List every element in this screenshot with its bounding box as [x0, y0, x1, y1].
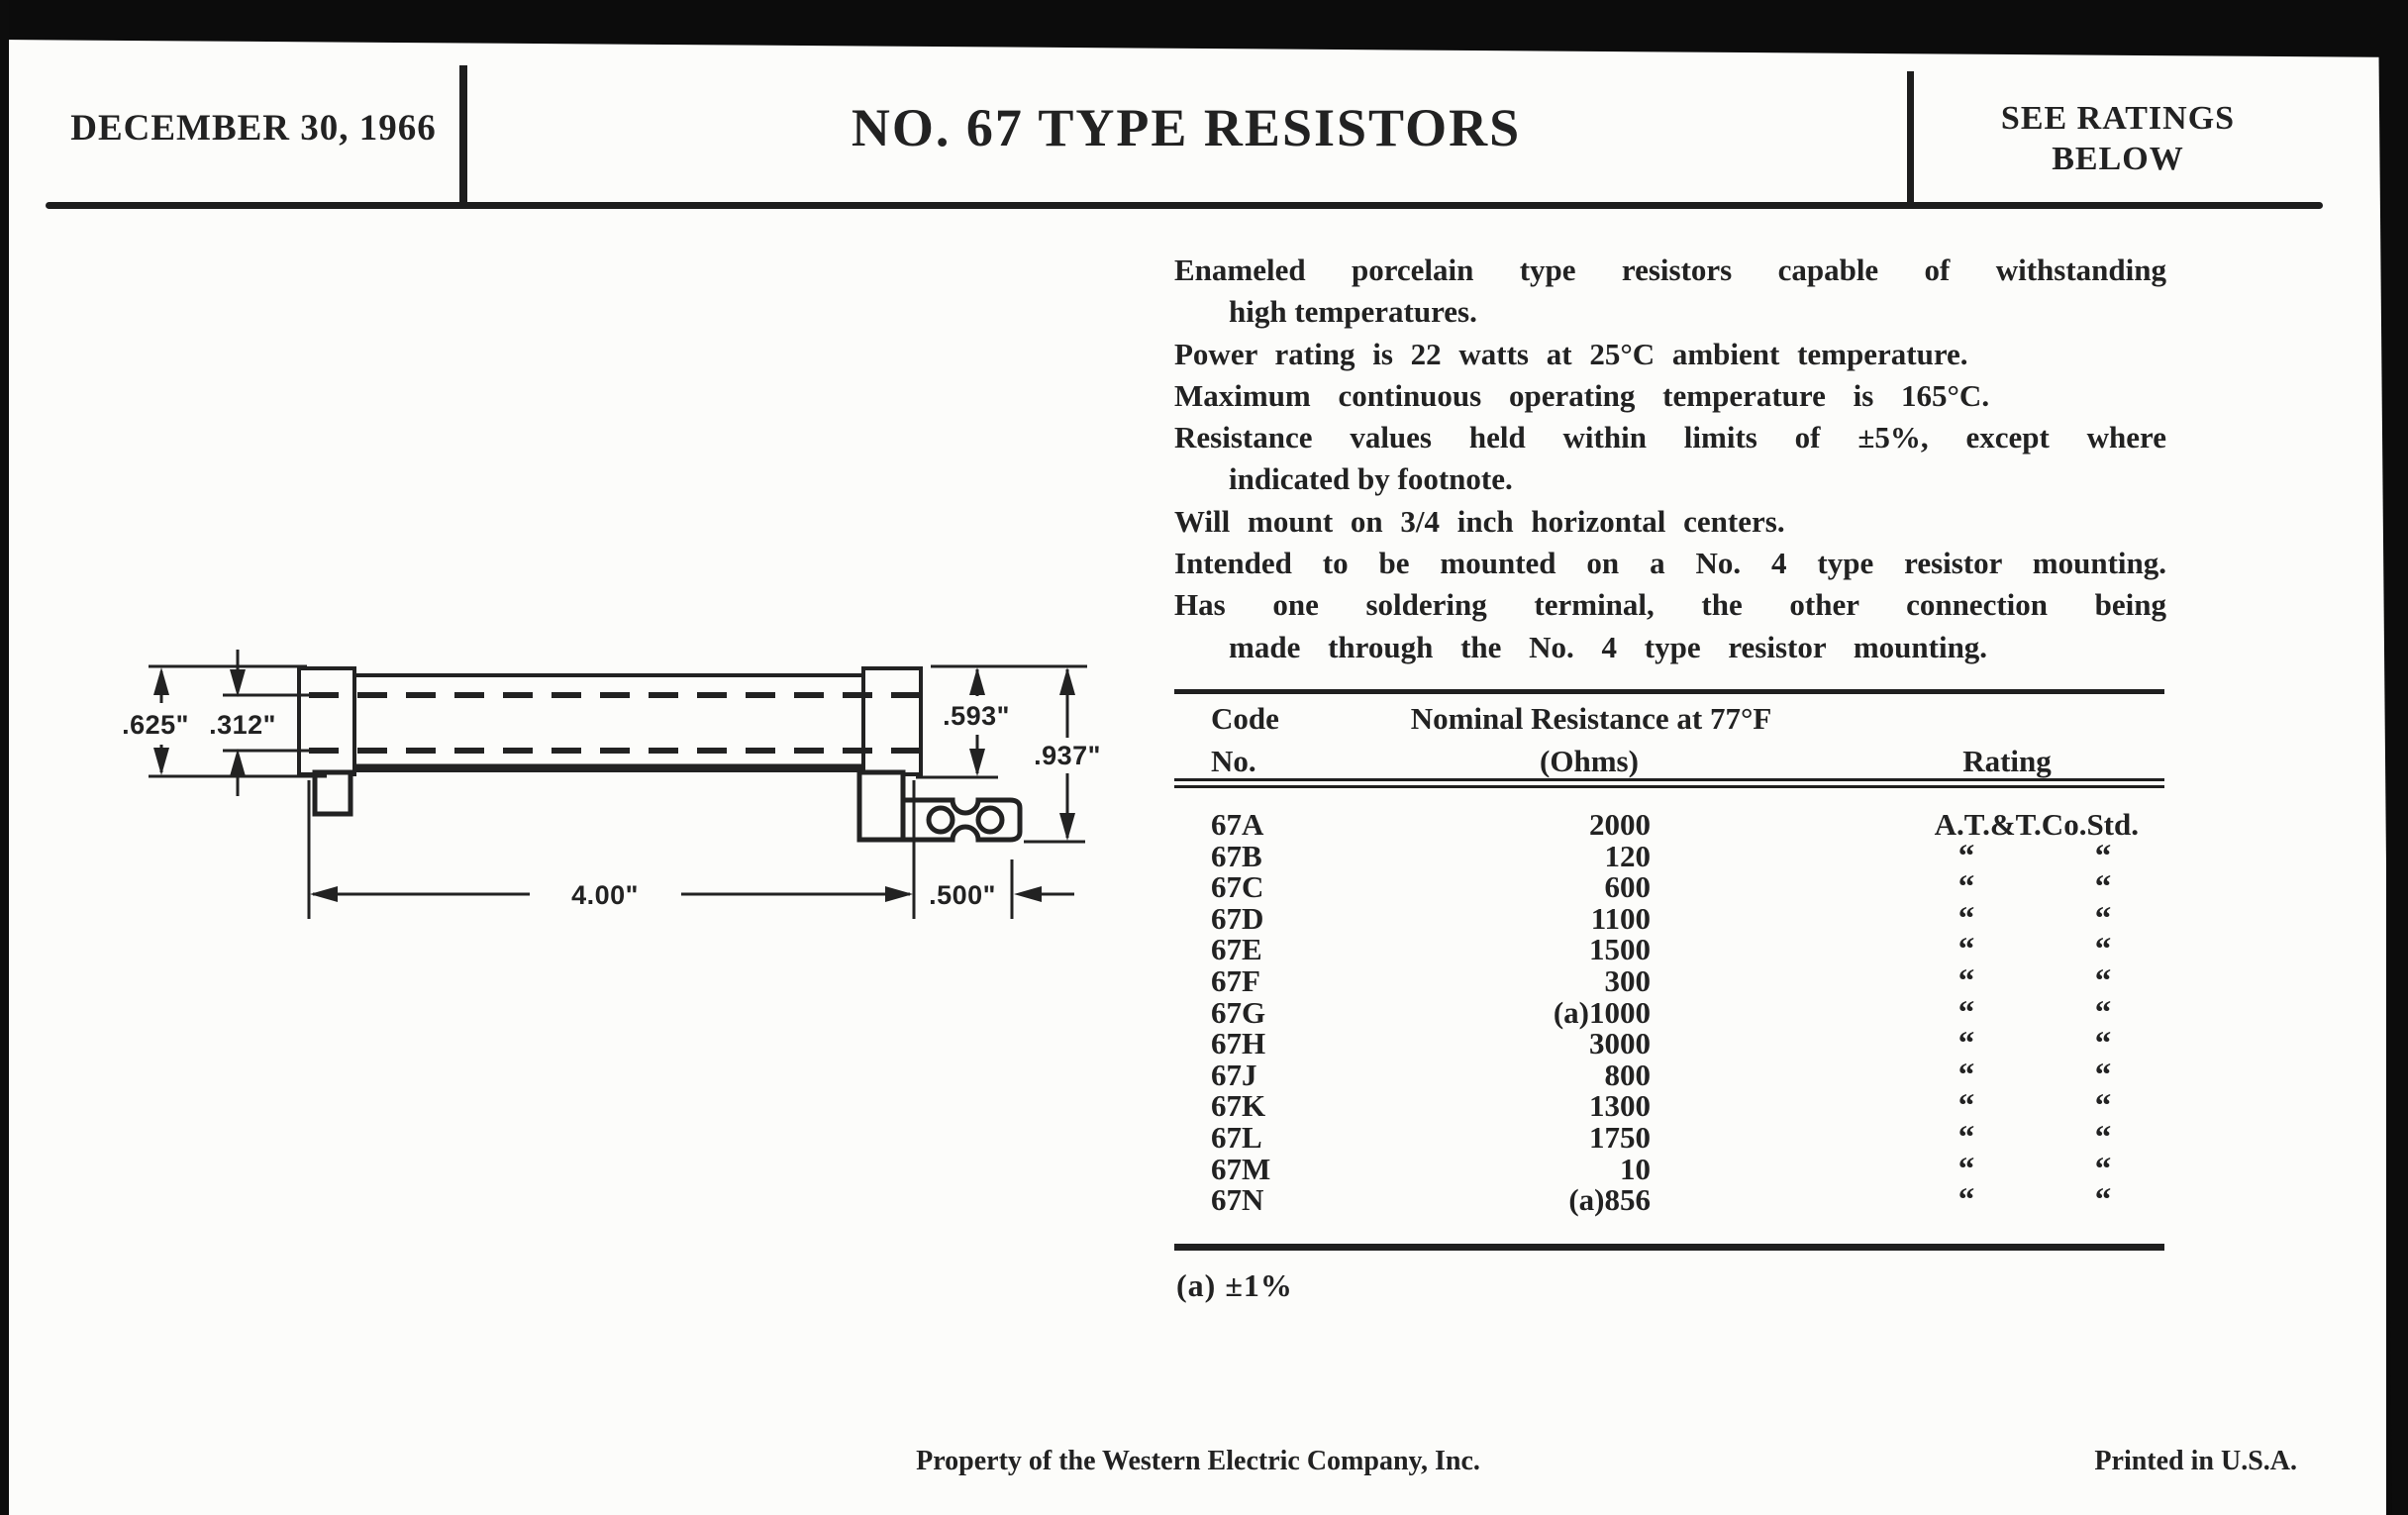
ditto-mark: “: [1957, 1058, 1975, 1093]
description-line: high temperatures.: [1229, 294, 1477, 330]
col-header-code: Code: [1211, 701, 1279, 736]
description-line: Enameled porcelain type resistors capable of withstanding: [1174, 252, 2166, 287]
cell-code: 67K: [1211, 1088, 1266, 1123]
description-line: Has one soldering terminal, the other connection being: [1174, 587, 2166, 623]
table-rule-bottom: [1174, 1244, 2164, 1251]
description-line: Intended to be mounted on a No. 4 type resistor mounting.: [1174, 546, 2166, 581]
ratings-table: [1174, 683, 2164, 1277]
ditto-mark: “: [1957, 995, 1975, 1031]
ratings-note: [1914, 98, 2322, 179]
cell-ohms: 300: [1604, 963, 1651, 998]
cell-ohms: 2000: [1589, 807, 1651, 842]
table-row: [1174, 932, 2164, 967]
dimension-lug-length: [1012, 859, 1074, 919]
col-header-resistance: Nominal Resistance at 77°F: [1410, 701, 1772, 736]
cell-code: 67M: [1211, 1152, 1271, 1186]
resistor-drawing: [89, 624, 1139, 960]
resistor-body: [299, 668, 921, 774]
description-line: indicated by footnote.: [1229, 461, 1513, 497]
ditto-mark: “: [2094, 1026, 2112, 1061]
col-header-resistance: (Ohms): [1540, 744, 1639, 778]
table-footnote: (a) ±1%: [1176, 1267, 1293, 1303]
table-row: [1174, 963, 2164, 999]
cell-code: 67N: [1211, 1182, 1264, 1217]
cell-code: 67G: [1211, 995, 1266, 1030]
cell-ohms: 1100: [1590, 901, 1651, 936]
table-row: [1174, 869, 2164, 905]
cell-code: 67L: [1211, 1120, 1262, 1155]
property-notice: Property of the Western Electric Company, Inc.: [916, 1446, 1480, 1476]
cell-ohms: (a)856: [1568, 1182, 1651, 1217]
dim-label-height: .625": [122, 710, 189, 740]
ditto-mark: “: [2094, 1182, 2112, 1218]
ditto-mark: “: [2094, 963, 2112, 999]
cell-ohms: 120: [1604, 839, 1651, 873]
description-line: Power rating is 22 watts at 25°C ambient temperature.: [1174, 336, 1968, 371]
table-row: [1174, 839, 2164, 874]
dim-label-right-inner: .593": [943, 701, 1010, 731]
ditto-mark: “: [2094, 995, 2112, 1031]
cell-ohms: 1500: [1589, 932, 1651, 966]
ditto-mark: “: [2094, 1058, 2112, 1093]
right-mounting-foot: [859, 772, 903, 840]
description-line: made through the No. 4 type resistor mounting.: [1229, 629, 1988, 664]
ditto-mark: “: [2094, 869, 2112, 905]
col-header-code: No.: [1211, 744, 1256, 778]
description-block: [1174, 250, 2166, 668]
ditto-mark: “: [2094, 1120, 2112, 1156]
cell-ohms: 800: [1604, 1058, 1651, 1092]
ditto-mark: “: [1957, 839, 1975, 874]
table-row: [1174, 901, 2164, 937]
scan-edge-left: [0, 0, 9, 1515]
cell-code: 67C: [1211, 869, 1264, 904]
description-line: Resistance values held within limits of ±5%, except where: [1174, 420, 2166, 455]
table-row: [1174, 1182, 2164, 1218]
ditto-mark: “: [2094, 1152, 2112, 1187]
ditto-mark: “: [2094, 932, 2112, 967]
cell-ohms: 10: [1620, 1152, 1651, 1186]
ditto-mark: “: [1957, 1120, 1975, 1156]
header-rule: [46, 202, 2323, 209]
cell-code: 67D: [1211, 901, 1264, 936]
table-row: [1174, 1058, 2164, 1093]
ditto-mark: “: [1957, 1088, 1975, 1124]
document-date: DECEMBER 30, 1966: [70, 108, 437, 149]
description-line: Maximum continuous operating temperature is 165°C.: [1174, 377, 1990, 413]
left-mounting-foot: [315, 772, 351, 814]
ratings-note-line1: SEE RATINGS: [2000, 100, 2236, 137]
ditto-mark: “: [2094, 1088, 2112, 1124]
table-row: [1174, 1120, 2164, 1156]
ditto-mark: “: [2094, 901, 2112, 937]
ditto-mark: “: [1957, 869, 1975, 905]
cell-code: 67E: [1211, 932, 1262, 966]
ditto-mark: “: [1957, 901, 1975, 937]
cell-ohms: 1300: [1589, 1088, 1651, 1123]
header-divider-right: [1907, 71, 1914, 206]
table-row: [1174, 807, 2164, 842]
ditto-mark: “: [1957, 1152, 1975, 1187]
table-row: [1174, 1152, 2164, 1187]
ditto-mark: “: [1957, 932, 1975, 967]
dim-label-right-outer: .937": [1034, 741, 1101, 770]
cell-code: 67J: [1211, 1058, 1257, 1092]
cell-code: 67H: [1211, 1026, 1266, 1060]
page-title: NO. 67 TYPE RESISTORS: [851, 98, 1522, 157]
table-rule-top: [1174, 689, 2164, 694]
ratings-note-line2: BELOW: [2052, 141, 2184, 177]
col-header-rating: Rating: [1962, 744, 2052, 778]
printed-notice: Printed in U.S.A.: [2094, 1446, 2297, 1476]
dim-label-length: 4.00": [571, 880, 639, 910]
table-row: [1174, 1088, 2164, 1124]
table-rule-header: [1174, 778, 2164, 788]
dim-label-core: .312": [209, 710, 276, 740]
cell-code: 67A: [1211, 807, 1264, 842]
ditto-mark: “: [1957, 1026, 1975, 1061]
description-line: Will mount on 3/4 inch horizontal centers.: [1174, 503, 1785, 539]
ditto-mark: “: [1957, 1182, 1975, 1218]
table-row: [1174, 995, 2164, 1031]
cell-code: 67F: [1211, 963, 1260, 998]
cell-ohms: 600: [1604, 869, 1651, 904]
ditto-mark: “: [1957, 963, 1975, 999]
cell-ohms: (a)1000: [1553, 995, 1651, 1030]
terminal-lug: [903, 800, 1020, 840]
table-row: [1174, 1026, 2164, 1061]
cell-code: 67B: [1211, 839, 1262, 873]
cell-ohms: 1750: [1589, 1120, 1651, 1155]
dim-label-lug-length: .500": [929, 880, 996, 910]
cell-ohms: 3000: [1589, 1026, 1651, 1060]
ditto-mark: “: [2094, 839, 2112, 874]
cell-rating: A.T.&T.Co.Std.: [1934, 807, 2139, 842]
